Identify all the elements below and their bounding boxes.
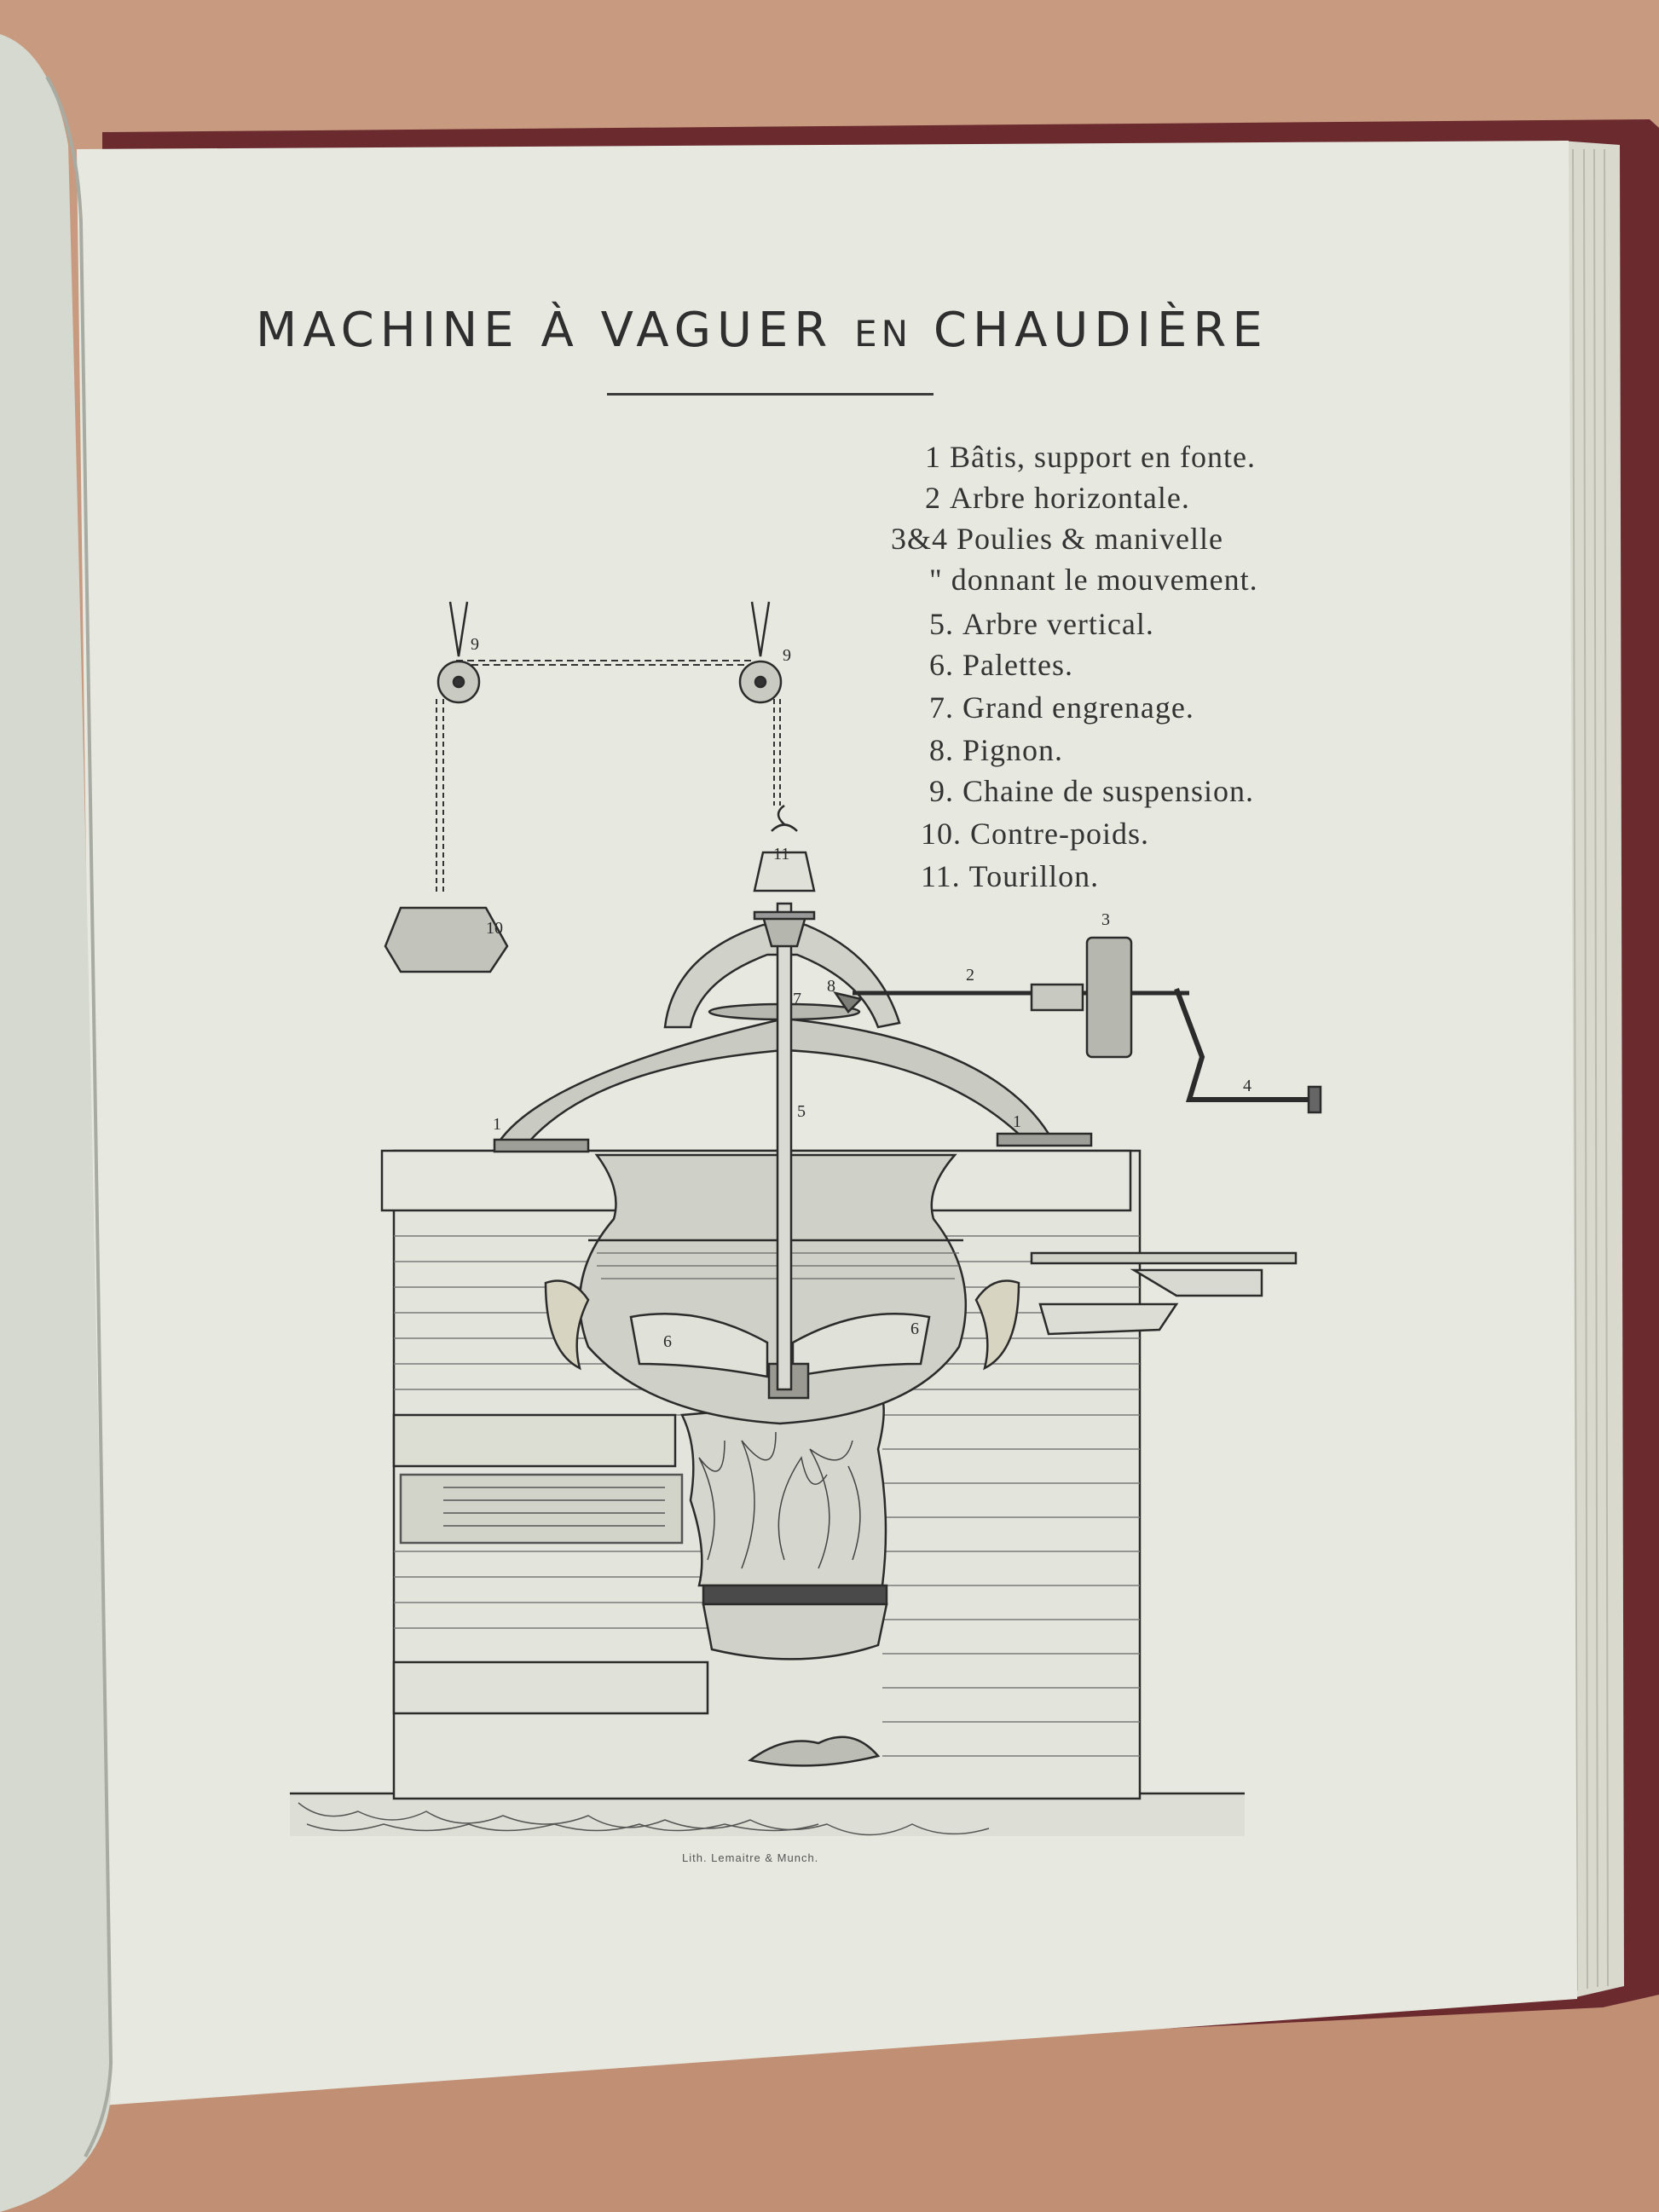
label-paddle-left: 6 [663,1332,672,1351]
legend-item: 7. Grand engrenage. [929,690,1194,725]
legend-item: " donnant le mouvement. [929,563,1258,597]
label-paddle-right: 6 [910,1320,919,1338]
legend-item: 9. Chaine de suspension. [929,774,1254,808]
title-word-4: EN [854,313,913,355]
legend-item: 11. Tourillon. [921,859,1100,893]
label-pulley-right: 9 [783,646,791,665]
title-word-3: VAGUER [600,303,834,358]
legend-item: 2 Arbre horizontale. [925,481,1190,515]
title-word-2: À [540,303,580,358]
label-counterweight: 10 [486,919,503,938]
label-pulley-wheel: 3 [1101,910,1110,929]
title-underline [607,393,934,396]
label-gear: 7 [793,990,801,1008]
label-horizontal-shaft: 2 [966,966,974,985]
label-pulley-left: 9 [471,635,479,654]
legend-item: 10. Contre-poids. [921,817,1149,851]
label-trunnion: 11 [773,845,790,863]
legend-item: 8. Pignon. [929,733,1064,767]
label-crank: 4 [1243,1077,1251,1095]
label-frame-left: 1 [493,1115,501,1134]
legend-item: 3&4 Poulies & manivelle [891,522,1223,556]
title-word-1: MACHINE [256,303,520,358]
label-vertical-shaft: 5 [797,1102,806,1121]
page-title [256,303,1279,358]
legend-item: 1 Bâtis, support en fonte. [925,440,1256,474]
label-frame-right: 1 [1013,1112,1021,1131]
legend-item: 5. Arbre vertical. [929,607,1154,641]
legend-item: 6. Palettes. [929,648,1073,682]
printer-credit: Lith. Lemaitre & Munch. [682,1851,819,1864]
title-word-5: CHAUDIÈRE [933,303,1269,358]
drive-pulley [1087,938,1131,1057]
counterweight [385,908,507,972]
vertical-shaft [777,904,791,1389]
label-pinion: 8 [827,977,835,996]
